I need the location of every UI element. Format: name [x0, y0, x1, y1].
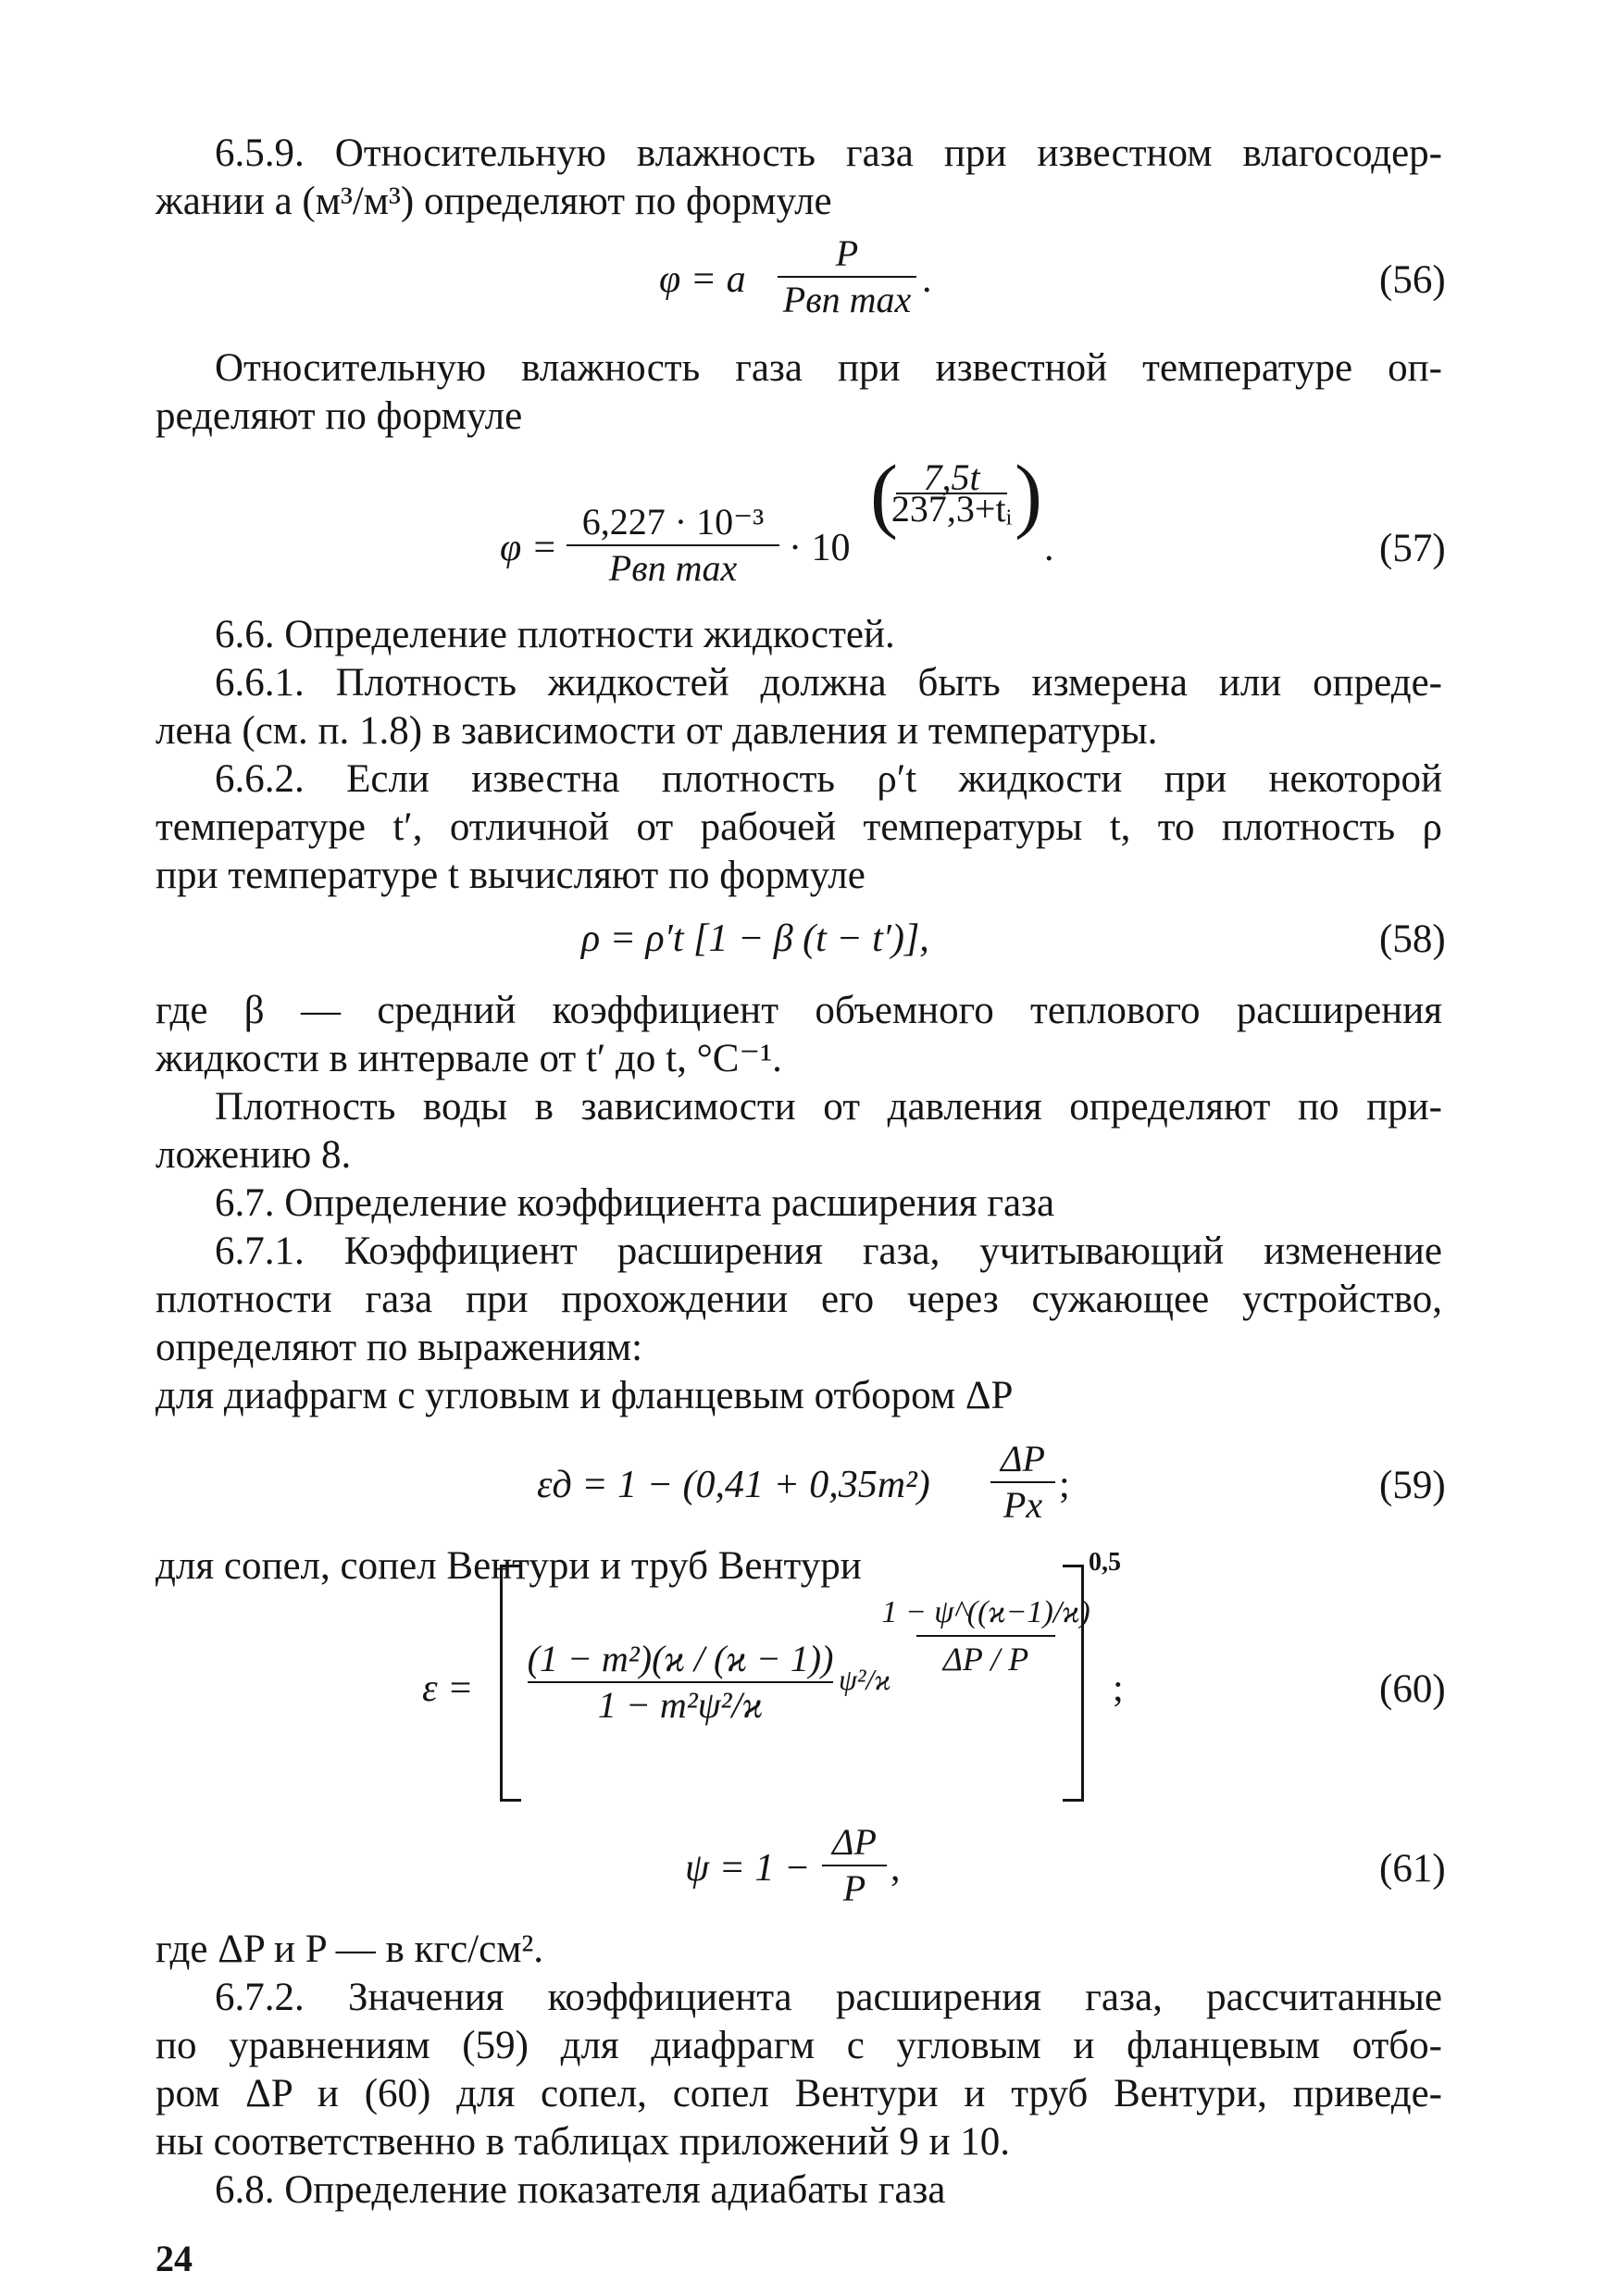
eq61-fraction — [822, 1820, 887, 1911]
text-line: 6.6.2. Если известна плотность ρ′t жидкости при некоторой — [215, 757, 1442, 801]
text-line: где β — средний коэффициент объемного теплового расширения — [156, 989, 1442, 1032]
document-page: 6.5.9. Относительную влажность газа при известном влагосодер- жании a (м³/м³) определяют по формуле φ = a P Pвп max . (56) Относительную влажность газа при известной температуре оп- ределяют по формуле φ = 6,227 · 10⁻³ Pвп max · 10 ( 7,5t 237,3+tᵢ ) . (57) 6.6. Определение плотности жидкостей. 6.6.1. Плотность жидкостей должна быть измерена или опреде- лена (см. п. 1.8) в зависимости от давления и температуры. 6.6.2. Если известна плотность ρ′t жидкости при некоторой температуре t′, отличной от рабочей температуры t, то плотность ρ при температуре t вычисляют по формуле ρ = ρ′t [1 − β (t − t′)], (58) где β — средний коэффициент объемного теплового расширения жидкости в интервале от t′ до t, °C⁻¹. Плотность воды в зависимости от давления определяют по при- ложению 8. 6.7. Определение коэффициента расширения газа 6.7.1. Коэффициент расширения газа, учитывающий изменение плотности газа при прохождении его через сужающее устройство, определяют по выражениям: для диафрагм с угловым и фланцевым отбором ΔP εд = 1 − (0,41 + 0,35m²) ΔP Pх ; (59) для сопел, сопел Вентури и труб Вентури ε = (1 − m²)(ϰ / (ϰ − 1)) 1 − m²ψ²/ϰ ψ²/ϰ 1 − ψ^((ϰ−1)/ϰ) ΔP / P 0,5 ; (60) ψ = 1 − ΔP P , (61) где ΔP и P — в кгс/см². 6.7.2. Значения коэффициента расширения газа, рассчитанные по уравнениям (59) для диафрагм с угловым и фланцевым отбо- ром ΔP и (60) для сопел, сопел Вентури и труб Вентури, приведе- ны соответственно в таблицах приложений 9 и 10. 6.8. Определение показателя адиабаты газа 24 — [156, 131, 1446, 2279]
text-line: ложению 8. — [156, 1133, 352, 1177]
eq60-denominator: 1 − m²ψ²/ϰ — [597, 1684, 764, 1726]
section-heading: 6.8. Определение показателя адиабаты газа — [215, 2168, 946, 2212]
text-line: 6.6.1. Плотность жидкостей должна быть измерена или опреде- — [215, 661, 1442, 705]
eq60-exponent: 0,5 — [1089, 1548, 1121, 1577]
eq57-exponent — [890, 456, 1013, 530]
eq59-denominator: Pх — [1003, 1484, 1043, 1526]
section-heading: 6.7. Определение коэффициента расширения газа — [215, 1181, 1055, 1225]
eq60-lhs: ε = — [422, 1667, 474, 1710]
eq57-numerator: 6,227 · 10⁻³ — [581, 501, 765, 543]
eq60-psi-power: ψ²/ϰ — [839, 1663, 891, 1696]
eq56-fraction — [778, 231, 916, 322]
eq61-numerator: ΔP — [832, 1821, 877, 1863]
eq57-denominator: Pвп max — [608, 547, 738, 589]
eq57-fraction — [567, 500, 779, 591]
eq56-tail: . — [922, 258, 932, 301]
text-line: определяют по выражениям: — [156, 1326, 643, 1369]
page-number: 24 — [156, 2238, 193, 2279]
equation-number-59: (59) — [1379, 1464, 1446, 1507]
eq60-numerator: (1 − m²)(ϰ / (ϰ − 1)) — [527, 1638, 834, 1679]
equation-number-60: (60) — [1379, 1667, 1446, 1711]
eq60-main-fraction — [528, 1637, 833, 1728]
eq57-exp-numerator: 7,5t — [923, 456, 980, 498]
text-line: где ΔP и P — в кгс/см². — [156, 1928, 544, 1971]
eq56-numerator: P — [835, 232, 859, 274]
equation-number-61: (61) — [1379, 1847, 1446, 1890]
eq60-second-numerator: 1 − ψ^((ϰ−1)/ϰ) — [881, 1595, 1090, 1629]
eq60-second-fraction — [881, 1591, 1090, 1681]
eq56-lhs: φ = a — [659, 258, 746, 301]
equation-number-56: (56) — [1379, 258, 1446, 302]
text-line: ределяют по формуле — [156, 394, 523, 438]
text-line: жидкости в интервале от t′ до t, °C⁻¹. — [156, 1037, 782, 1080]
eq60-right-bracket — [1063, 1565, 1084, 1802]
eq61-lhs: ψ = 1 − — [685, 1847, 811, 1890]
equation-number-57: (57) — [1379, 527, 1446, 570]
eq61-tail: , — [890, 1847, 901, 1890]
eq59-numerator: ΔP — [1001, 1438, 1045, 1479]
eq60-second-denominator: ΔP / P — [942, 1641, 1029, 1678]
eq57-lhs: φ = — [500, 527, 558, 569]
eq56-denominator: Pвп max — [782, 279, 912, 320]
eq57-power-base: · 10 — [789, 527, 851, 569]
eq59-fraction — [990, 1437, 1055, 1528]
eq59-lhs: εд = 1 − (0,41 + 0,35m²) — [537, 1464, 930, 1506]
text-line: жании a (м³/м³) определяют по формуле — [156, 180, 832, 223]
text-line: по уравнениям (59) для диафрагм с угловым и фланцевым отбо- — [156, 2024, 1442, 2067]
text-line: Плотность воды в зависимости от давления определяют по при- — [215, 1085, 1442, 1129]
eq61-denominator: P — [842, 1867, 866, 1909]
section-heading: 6.6. Определение плотности жидкостей. — [215, 613, 895, 656]
text-line: 6.7.1. Коэффициент расширения газа, учитывающий изменение — [215, 1229, 1442, 1273]
text-line: 6.7.2. Значения коэффициента расширения газа, рассчитанные — [215, 1976, 1442, 2019]
text-line: при температуре t вычисляют по формуле — [156, 854, 866, 897]
eq60-left-bracket — [500, 1565, 521, 1802]
text-line: лена (см. п. 1.8) в зависимости от давления и температуры. — [156, 709, 1158, 753]
text-line: ром ΔP и (60) для сопел, сопел Вентури и труб Вентури, приведе- — [156, 2072, 1442, 2115]
eq57-exp-denominator: 237,3+tᵢ — [890, 488, 1013, 530]
text-line: температуре t′, отличной от рабочей температуры t, то плотность ρ — [156, 805, 1442, 849]
equation-number-58: (58) — [1379, 917, 1446, 961]
text-line: плотности газа при прохождении его через сужающее устройство, — [156, 1278, 1442, 1321]
text-line: 6.5.9. Относительную влажность газа при известном влагосодер- — [215, 131, 1442, 175]
text-line: ны соответственно в таблицах приложений 9 и 10. — [156, 2120, 1010, 2164]
eq57-tail: . — [1044, 527, 1054, 569]
text-line: для диафрагм с угловым и фланцевым отбором ΔP — [156, 1374, 1014, 1417]
eq59-tail: ; — [1059, 1464, 1070, 1506]
text-line: для сопел, сопел Вентури и труб Вентури — [156, 1544, 862, 1588]
text-line: Относительную влажность газа при известной температуре оп- — [215, 346, 1442, 390]
eq58-body: ρ = ρ′t [1 − β (t − t′)], — [581, 917, 929, 960]
eq60-tail: ; — [1113, 1667, 1124, 1710]
